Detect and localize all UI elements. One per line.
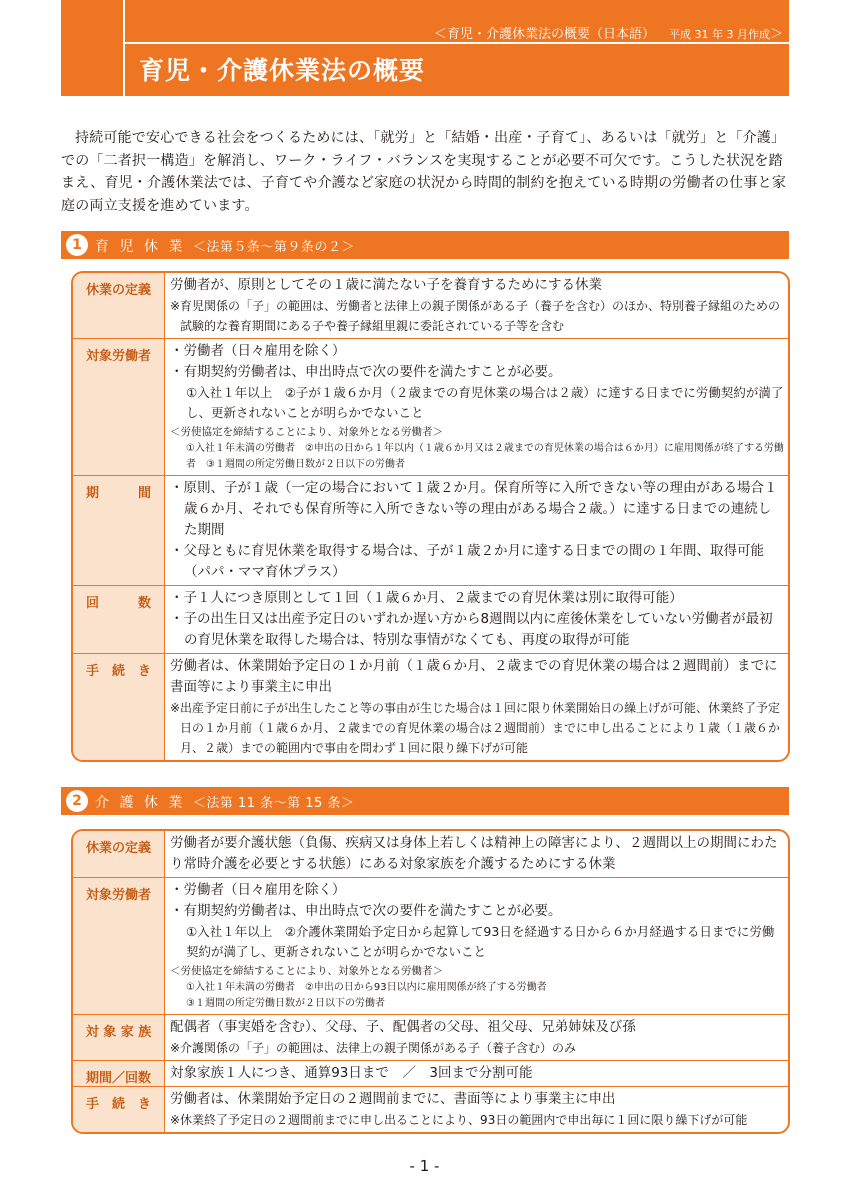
row-content [165,878,788,1014]
header-divider-vertical [123,0,125,96]
table-row [73,273,788,339]
page-number: - 1 - [409,1157,440,1175]
exclusion-item: ③１週間の所定労働日数が２日以下の労働者 [186,998,385,1009]
row-label: 手 続 き [73,1087,165,1132]
row-label: 回 数 [73,586,165,653]
section-1-table [71,271,790,762]
list-item: ・子の出生日又は出産予定日のいずれか遅い方から8週間以内に産後休業をしていない労働者が最初の育児休業を取得した場合は、特別な事情がなくても、再度の取得が可能 [170,611,773,648]
table-row [73,1061,788,1087]
header-subtitle-text: ＜育児・介護休業法の概要（日本語） [433,27,655,42]
definition-text: 労働者が要介護状態（負傷、疾病又は身体上若しくは精神上の障害により、２週間以上の期間にわたり常時介護を必要とする状態）にある対象家族を介護するためにする休業 [170,835,778,872]
row-content [165,1015,788,1060]
procedure-text: 労働者は、休業開始予定日の２週間前までに、書面等により事業主に申出 [170,1091,616,1107]
header-date: 平成 31 年 3 月作成 [669,28,770,41]
section-2-number: 2 [66,790,88,812]
list-item: ・労働者（日々雇用を除く） [170,882,346,898]
list-item: ・有期契約労働者は、申出時点で次の要件を満たすことが必要。 [170,903,562,919]
family-text: 配偶者（事実婚を含む）、父母、子、配偶者の父母、祖父母、兄弟姉妹及び孫 [170,1019,636,1035]
definition-note: ※育児関係の「子」の範囲は、労働者と法律上の親子関係がある子（養子を含む）のほか、特別養子縁組のための試験的な養育期間にある子や養子縁組里親に委託されている子等を含む [170,299,781,333]
family-note: ※介護関係の「子」の範囲は、法律上の親子関係がある子（養子含む）のみ [170,1041,577,1055]
list-item: ・父母ともに育児休業を取得する場合は、子が１歳２か月に達する日までの間の１年間、取得可能（パパ・ママ育休プラス） [170,543,764,580]
header-divider-horizontal [123,42,789,44]
section-2-law: ＜法第 11 条〜第 15 条＞ [192,796,355,811]
row-label: 期 間 [73,476,165,585]
row-content [165,831,788,877]
exclusion-item: ①入社１年未満の労働者 ②申出の日から93日以内に雇用関係が終了する労働者 [186,982,547,993]
intro-paragraph: 持続可能で安心できる社会をつくるためには、「就労」と「結婚・出産・子育て」、あるいは「就労」と「介護」での「二者択一構造」を解消し、ワーク・ライフ・バランスを実現することが必要不可欠です。こうした状況を踏まえ、育児・介護休業法では、子育てや介護など家庭の状況から時間的制約を抱えている時期の労働者の仕事と家庭の両立支援を進めています。 [61,130,787,214]
list-subitem: ①入社１年以上 ②子が１歳６か月（２歳までの育児休業の場合は２歳）に達する日までに労働契約が満了し、更新されないことが明らかでないこと [186,385,784,420]
procedure-text: 労働者は、休業開始予定日の１か月前（１歳６か月、２歳までの育児休業の場合は２週間前）までに書面等により事業主に申出 [170,658,778,695]
definition-text: 労働者が、原則としてその１歳に満たない子を養育するためにする休業 [170,277,602,293]
section-1-law: ＜法第５条〜第９条の２＞ [192,240,355,255]
list-subitem: ①入社１年以上 ②介護休業開始予定日から起算して93日を経過する日から６か月経過する日までに労働契約が満了し、更新されないことが明らかでないこと [186,924,775,959]
exclusion-item: ①入社１年未満の労働者 ②申出の日から１年以内（１歳６か月又は２歳までの育児休業の場合は６か月）に雇用関係が終了する労働者 ③１週間の所定労働日数が２日以下の労働者 [186,443,784,470]
period-count-text: 対象家族１人につき、通算93日まで ／ 3回まで分割可能 [170,1065,533,1081]
list-item: ・有期契約労働者は、申出時点で次の要件を満たすことが必要。 [170,364,562,380]
row-content [165,586,788,653]
section-2-table [71,829,790,1134]
row-label: 休業の定義 [73,273,165,338]
list-item: ・労働者（日々雇用を除く） [170,343,346,359]
table-row [73,1087,788,1132]
section-2-title-text: 介 護 休 業 [95,795,186,811]
table-row [73,654,788,760]
page-title: 育児・介護休業法の概要 [139,56,426,85]
procedure-note: ※休業終了予定日の２週間前までに申し出ることにより、93日の範囲内で申出毎に１回に限り繰下げが可能 [170,1113,748,1127]
section-2-title [95,792,354,812]
table-row [73,476,788,586]
header-subtitle [434,23,783,42]
row-label: 対象労働者 [73,339,165,475]
row-content [165,654,788,760]
row-content [165,476,788,585]
header-band [61,0,789,96]
row-content [165,339,788,475]
row-content [165,1087,788,1132]
row-label: 対 象 家 族 [73,1015,165,1060]
exclusion-heading: ＜労使協定を締結することにより、対象外となる労働者＞ [170,426,443,438]
row-label: 手 続 き [73,654,165,760]
row-content [165,273,788,338]
table-row [73,1015,788,1061]
header-subtitle-close: ＞ [769,27,783,42]
procedure-note: ※出産予定日前に子が出生したこと等の事由が生じた場合は１回に限り休業開始日の繰上げが可能、休業終了予定日の１か月前（１歳６か月、２歳までの育児休業の場合は２週間前）までに申し出ることにより１歳（１歳６か月、２歳）までの範囲内で事由を問わず１回に限り繰下げが可能 [170,701,781,755]
section-1-title-text: 育 児 休 業 [95,239,186,255]
table-row [73,586,788,654]
table-row [73,878,788,1015]
list-item: ・原則、子が１歳（一定の場合において１歳２か月。保育所等に入所できない等の理由がある場合１歳６か月、それでも保育所等に入所できない等の理由がある場合２歳。）に達する日までの連続した期間 [170,480,778,538]
section-2-heading [61,787,789,815]
section-1-number: 1 [66,234,88,256]
table-row [73,831,788,878]
list-item: ・子１人につき原則として１回（１歳６か月、２歳までの育児休業は別に取得可能） [170,590,683,606]
row-label: 対象労働者 [73,878,165,1014]
section-1-title [95,236,355,256]
section-1-heading [61,231,789,259]
row-label: 休業の定義 [73,831,165,877]
table-row [73,339,788,476]
exclusion-heading: ＜労使協定を締結することにより、対象外となる労働者＞ [170,965,443,977]
row-content [165,1061,788,1086]
row-label: 期間／回数 [73,1061,165,1086]
